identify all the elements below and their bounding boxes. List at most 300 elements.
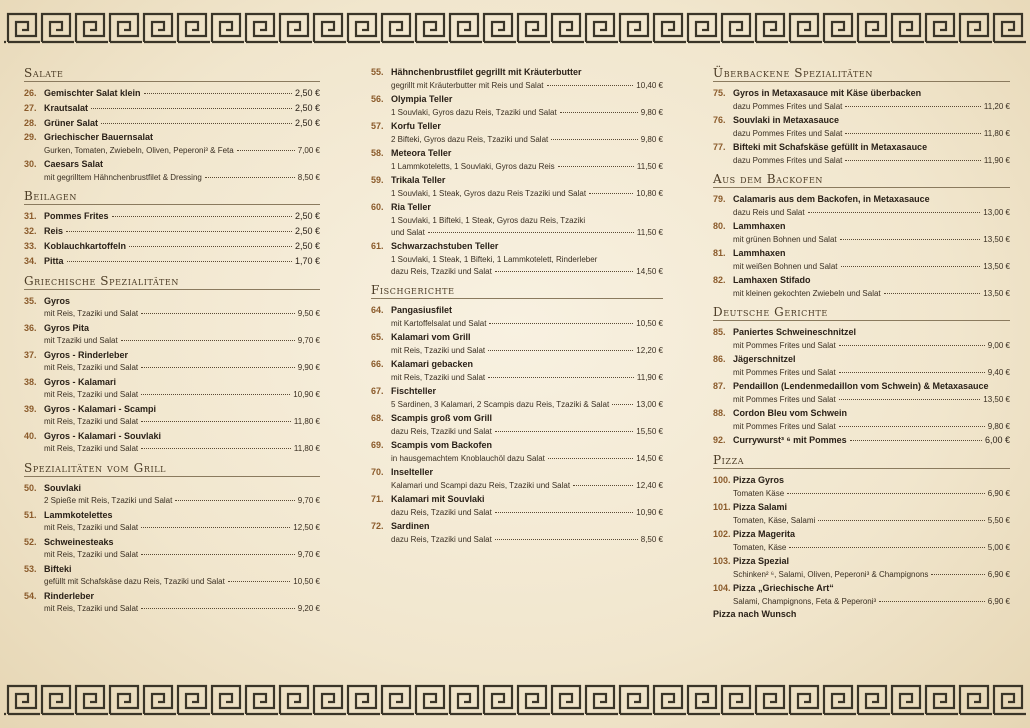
item-name: Fischteller bbox=[391, 386, 437, 397]
item-name: Krautsalat bbox=[44, 102, 89, 113]
menu-item-row bbox=[24, 210, 320, 224]
item-number: 39. bbox=[24, 403, 37, 414]
description-text: mit Reis, Tzaziki und Salat bbox=[44, 523, 139, 533]
dot-leader bbox=[551, 139, 637, 140]
menu-item bbox=[371, 385, 663, 411]
item-description bbox=[713, 394, 1010, 406]
item-price: 10,50 € bbox=[293, 577, 320, 587]
item-price: 10,90 € bbox=[293, 390, 320, 400]
menu-item bbox=[371, 466, 663, 492]
item-number: 76. bbox=[713, 115, 726, 125]
item-description bbox=[24, 522, 320, 534]
description-text: mit Pommes Frites und Salat bbox=[733, 394, 836, 404]
item-number: 58. bbox=[371, 148, 384, 158]
item-name: Pangasiusfilet bbox=[391, 305, 453, 316]
dot-leader bbox=[845, 106, 981, 107]
description-text: Tomaten, Käse, Salami bbox=[733, 515, 816, 525]
dot-leader bbox=[850, 440, 982, 441]
item-description bbox=[371, 227, 663, 239]
item-price: 9,70 € bbox=[297, 550, 320, 560]
item-name: Gyros bbox=[44, 295, 71, 306]
section-heading: Überbackene Spezialitäten bbox=[713, 66, 1010, 82]
description-text: 1 Souvlaki, 1 Steak, 1 Bifteki, 1 Lammkotelett, Rinderleber bbox=[391, 255, 598, 264]
item-price: 5,50 € bbox=[987, 515, 1010, 525]
item-number: 82. bbox=[713, 275, 726, 285]
menu-item bbox=[713, 555, 1010, 581]
menu-item-row bbox=[371, 304, 663, 318]
description-text: Tomaten Käse bbox=[733, 488, 785, 498]
description-text: mit Reis, Tzaziki und Salat bbox=[391, 373, 486, 383]
item-name: Kalamari mit Souvlaki bbox=[391, 494, 485, 505]
menu-item bbox=[713, 274, 1010, 300]
menu-item-row bbox=[24, 87, 320, 101]
dot-leader bbox=[884, 293, 981, 294]
item-name: Schwarzachstuben Teller bbox=[391, 241, 499, 252]
description-text: Schinken² ⁶, Salami, Oliven, Peperoni³ & Champignons bbox=[733, 569, 929, 579]
item-name: Pendaillon (Lendenmedaillon vom Schwein) & Metaxasauce bbox=[733, 381, 989, 391]
item-description bbox=[24, 362, 320, 374]
description-text: 1 Lammkoteletts, 1 Souvlaki, Gyros dazu Reis bbox=[391, 161, 555, 171]
item-price: 9,00 € bbox=[987, 340, 1010, 350]
item-name: Pommes Frites bbox=[44, 211, 109, 222]
item-name: Gemischter Salat klein bbox=[44, 88, 141, 98]
item-price: 11,80 € bbox=[293, 444, 320, 454]
menu-item-row bbox=[24, 117, 320, 131]
section-heading: Salate bbox=[24, 66, 320, 82]
item-number: 70. bbox=[371, 467, 384, 478]
item-description bbox=[371, 372, 663, 384]
item-description bbox=[371, 345, 663, 357]
menu-item bbox=[24, 225, 320, 239]
menu-item-row bbox=[24, 225, 320, 239]
item-price: 12,50 € bbox=[293, 523, 320, 533]
dot-leader bbox=[840, 239, 981, 240]
item-number: 85. bbox=[713, 327, 726, 337]
menu-column-right bbox=[713, 66, 1010, 619]
dot-leader bbox=[808, 212, 981, 213]
item-number: 88. bbox=[713, 408, 726, 418]
menu-item bbox=[24, 255, 320, 269]
menu-item bbox=[24, 322, 320, 348]
item-number: 87. bbox=[713, 381, 726, 391]
item-number: 77. bbox=[713, 142, 726, 152]
description-text: mit Reis, Tzaziki und Salat bbox=[44, 604, 139, 614]
dot-leader bbox=[237, 150, 295, 151]
item-description bbox=[371, 161, 663, 173]
dot-leader bbox=[66, 231, 292, 232]
dot-leader bbox=[141, 367, 295, 368]
item-price: 2,50 € bbox=[294, 102, 320, 113]
menu-item bbox=[371, 66, 663, 92]
dot-leader bbox=[488, 377, 634, 378]
menu-item-row bbox=[713, 87, 1010, 101]
item-name: Souvlaki bbox=[44, 482, 82, 493]
item-price: 13,50 € bbox=[983, 288, 1010, 298]
item-number: 100. bbox=[713, 474, 731, 485]
description-text: Gurken, Tomaten, Zwiebeln, Oliven, Peperoni³ & Feta bbox=[44, 146, 234, 156]
item-description bbox=[713, 128, 1010, 140]
menu-item bbox=[24, 117, 320, 131]
item-description bbox=[713, 421, 1010, 433]
description-text: mit grünen Bohnen und Salat bbox=[733, 234, 837, 244]
menu-item-row bbox=[713, 582, 1010, 596]
menu-item bbox=[24, 131, 320, 157]
menu-item-row bbox=[371, 240, 663, 254]
menu-item-row bbox=[371, 493, 663, 507]
item-number: 38. bbox=[24, 376, 37, 387]
item-description bbox=[371, 534, 663, 546]
item-name: Kalamari vom Grill bbox=[391, 332, 471, 343]
item-price: 9,80 € bbox=[640, 107, 663, 117]
dot-leader bbox=[121, 340, 295, 341]
menu-item bbox=[371, 412, 663, 438]
menu-item-row bbox=[713, 380, 1010, 394]
item-number: 59. bbox=[371, 175, 384, 185]
dot-leader bbox=[548, 458, 633, 459]
dot-leader bbox=[141, 448, 291, 449]
item-name: Pizza Spezial bbox=[733, 555, 790, 566]
item-number: 26. bbox=[24, 88, 37, 98]
pizza-custom-note: Pizza nach Wunsch bbox=[713, 608, 797, 619]
menu-item-row bbox=[24, 509, 320, 523]
item-number: 40. bbox=[24, 430, 37, 441]
menu-item-row bbox=[371, 201, 663, 215]
description-text: Tomaten, Käse bbox=[733, 542, 787, 552]
dot-leader bbox=[558, 166, 634, 167]
item-price: 12,40 € bbox=[636, 481, 663, 491]
description-text: dazu Reis, Tzaziki und Salat bbox=[391, 267, 492, 277]
item-price: 9,80 € bbox=[640, 134, 663, 144]
menu-item-row bbox=[713, 528, 1010, 542]
item-description bbox=[713, 542, 1010, 554]
item-name: Ria Teller bbox=[391, 202, 431, 212]
item-number: 56. bbox=[371, 94, 384, 104]
item-number: 104. bbox=[713, 582, 731, 593]
menu-item bbox=[24, 536, 320, 562]
item-description bbox=[24, 308, 320, 320]
item-name: Pizza Magerita bbox=[733, 528, 796, 539]
item-name: Olympia Teller bbox=[391, 94, 453, 104]
dot-leader bbox=[787, 493, 985, 494]
menu-item bbox=[713, 247, 1010, 273]
menu-item-row bbox=[713, 501, 1010, 515]
description-text: mit kleinen gekochten Zwiebeln und Salat bbox=[733, 288, 881, 298]
menu-item bbox=[24, 87, 320, 101]
item-description bbox=[371, 215, 663, 227]
item-name: Reis bbox=[44, 226, 64, 237]
menu-item-row bbox=[24, 240, 320, 254]
item-price: 13,50 € bbox=[983, 234, 1010, 244]
greek-key-border-top bbox=[0, 8, 1030, 48]
dot-leader bbox=[547, 85, 634, 86]
menu-item-row bbox=[24, 590, 320, 604]
description-text: dazu Pommes Frites und Salat bbox=[733, 128, 843, 138]
item-price: 13,00 € bbox=[636, 400, 663, 410]
item-price: 13,00 € bbox=[983, 207, 1010, 217]
menu-item-row bbox=[371, 385, 663, 399]
menu-item-row bbox=[24, 322, 320, 336]
item-number: 79. bbox=[713, 194, 726, 204]
item-price: 2,50 € bbox=[294, 226, 320, 237]
menu-item-row bbox=[371, 174, 663, 188]
dot-leader bbox=[91, 108, 292, 109]
menu-item bbox=[24, 563, 320, 589]
menu-item bbox=[371, 493, 663, 519]
item-price: 14,50 € bbox=[636, 267, 663, 277]
menu-item-row bbox=[713, 555, 1010, 569]
item-description bbox=[713, 288, 1010, 300]
description-text: mit Pommes Frites und Salat bbox=[733, 367, 836, 377]
menu-item-row bbox=[24, 536, 320, 550]
item-price: 8,50 € bbox=[640, 535, 663, 545]
description-text: dazu Reis, Tzaziki und Salat bbox=[391, 427, 492, 437]
dot-leader bbox=[141, 527, 290, 528]
description-text: und Salat bbox=[391, 228, 425, 237]
menu-item bbox=[713, 528, 1010, 554]
menu-item bbox=[371, 358, 663, 384]
menu-item bbox=[713, 582, 1010, 608]
description-text: dazu Reis und Salat bbox=[733, 207, 805, 217]
item-price: 11,20 € bbox=[983, 101, 1010, 111]
item-name: Hähnchenbrustfilet gegrillt mit Kräuterbutter bbox=[391, 67, 582, 77]
section-heading: Spezialitäten vom Grill bbox=[24, 461, 320, 477]
menu-item-row bbox=[371, 466, 663, 480]
description-text: Salami, Champignons, Feta & Peperoni³ bbox=[733, 596, 877, 606]
description-text: mit weißen Bohnen und Salat bbox=[733, 261, 838, 271]
item-price: 8,50 € bbox=[297, 173, 320, 183]
item-name: Lammhaxen bbox=[733, 248, 786, 258]
menu-item-row bbox=[371, 147, 663, 161]
item-name: Gyros - Kalamari - Souvlaki bbox=[44, 430, 162, 441]
section-heading: Aus dem Backofen bbox=[713, 172, 1010, 188]
menu-item-row bbox=[24, 349, 320, 363]
description-text: Kalamari und Scampi dazu Reis, Tzaziki und Salat bbox=[391, 481, 571, 491]
dot-leader bbox=[495, 539, 638, 540]
item-number: 29. bbox=[24, 132, 37, 143]
menu-item bbox=[371, 331, 663, 357]
item-name: Sardinen bbox=[391, 521, 430, 532]
menu-item-row bbox=[24, 430, 320, 444]
menu-item bbox=[713, 141, 1010, 167]
item-description bbox=[371, 188, 663, 200]
item-name: Trikala Teller bbox=[391, 175, 446, 185]
dot-leader bbox=[141, 554, 295, 555]
menu-item-row bbox=[24, 482, 320, 496]
dot-leader bbox=[845, 160, 981, 161]
item-name: Scampis vom Backofen bbox=[391, 440, 493, 451]
item-number: 54. bbox=[24, 590, 37, 601]
dot-leader bbox=[839, 345, 985, 346]
menu-item bbox=[24, 102, 320, 116]
menu-item-row bbox=[713, 434, 1010, 448]
dot-leader bbox=[489, 323, 633, 324]
item-number: 37. bbox=[24, 349, 37, 360]
description-text: mit Pommes Frites und Salat bbox=[733, 421, 836, 431]
item-name: Pizza „Griechische Art“ bbox=[733, 582, 834, 593]
dot-leader bbox=[841, 266, 981, 267]
menu-item-row bbox=[713, 353, 1010, 367]
item-price: 9,40 € bbox=[987, 367, 1010, 377]
item-description bbox=[713, 207, 1010, 219]
menu-item bbox=[371, 201, 663, 239]
item-description bbox=[713, 596, 1010, 608]
description-text: dazu Pommes Frites und Salat bbox=[733, 155, 843, 165]
item-name: Currywurst³ ⁶ mit Pommes bbox=[733, 435, 847, 445]
item-price: 6,90 € bbox=[987, 569, 1010, 579]
dot-leader bbox=[141, 421, 291, 422]
item-description bbox=[713, 155, 1010, 167]
menu-item bbox=[24, 349, 320, 375]
menu-item bbox=[713, 474, 1010, 500]
description-text: mit Reis, Tzaziki und Salat bbox=[44, 390, 139, 400]
description-text: mit Pommes Frites und Salat bbox=[733, 340, 836, 350]
dot-leader bbox=[839, 372, 985, 373]
item-name: Kalamari gebacken bbox=[391, 359, 474, 370]
item-description bbox=[24, 549, 320, 561]
item-description bbox=[713, 569, 1010, 581]
description-text: dazu Reis, Tzaziki und Salat bbox=[391, 508, 492, 518]
item-description bbox=[713, 340, 1010, 352]
menu-item-row bbox=[371, 331, 663, 345]
menu-item-row bbox=[24, 403, 320, 417]
dot-leader bbox=[205, 177, 295, 178]
item-description bbox=[371, 507, 663, 519]
description-text: mit Reis, Tzaziki und Salat bbox=[44, 417, 139, 427]
menu-item bbox=[371, 147, 663, 173]
item-description bbox=[713, 367, 1010, 379]
section-heading: Griechische Spezialitäten bbox=[24, 274, 320, 290]
item-number: 32. bbox=[24, 226, 37, 237]
description-text: mit gegrilltem Hähnchenbrustfilet & Dressing bbox=[44, 173, 202, 183]
description-text: in hausgemachtem Knoblauchöl dazu Salat bbox=[391, 454, 545, 464]
item-description bbox=[371, 80, 663, 92]
menu-item bbox=[371, 520, 663, 546]
item-price: 6,00 € bbox=[984, 435, 1010, 445]
item-number: 72. bbox=[371, 521, 384, 532]
menu-item bbox=[24, 295, 320, 321]
dot-leader bbox=[488, 350, 633, 351]
item-price: 10,40 € bbox=[636, 80, 663, 90]
description-text: mit Reis, Tzaziki und Salat bbox=[44, 444, 139, 454]
item-price: 7,00 € bbox=[297, 146, 320, 156]
description-text: 1 Souvlaki, 1 Steak, Gyros dazu Reis Tzaziki und Salat bbox=[391, 188, 587, 198]
dot-leader bbox=[789, 547, 984, 548]
item-price: 9,50 € bbox=[297, 309, 320, 319]
item-name: Souvlaki in Metaxasauce bbox=[733, 115, 840, 125]
item-number: 33. bbox=[24, 240, 37, 251]
section-heading: Fischgerichte bbox=[371, 283, 663, 299]
menu-item-row bbox=[713, 114, 1010, 128]
menu-item bbox=[713, 87, 1010, 113]
menu-column-left bbox=[24, 66, 320, 617]
menu-item-row bbox=[24, 158, 320, 172]
description-text: mit Reis, Tzaziki und Salat bbox=[44, 363, 139, 373]
dot-leader bbox=[175, 500, 294, 501]
dot-leader bbox=[845, 133, 981, 134]
dot-leader bbox=[495, 512, 634, 513]
menu-item bbox=[713, 326, 1010, 352]
item-price: 9,70 € bbox=[297, 496, 320, 506]
menu-item-row bbox=[713, 474, 1010, 488]
menu-item bbox=[371, 174, 663, 200]
item-number: 57. bbox=[371, 121, 384, 131]
menu-item bbox=[24, 158, 320, 184]
menu-item-row bbox=[24, 563, 320, 577]
item-description bbox=[371, 318, 663, 330]
item-name: Gyros - Kalamari - Scampi bbox=[44, 403, 157, 414]
item-description bbox=[24, 495, 320, 507]
item-description bbox=[371, 134, 663, 146]
item-price: 11,80 € bbox=[293, 417, 320, 427]
item-name: Lammkotelettes bbox=[44, 509, 113, 520]
menu-column-middle bbox=[371, 66, 663, 547]
description-text: mit Reis, Tzaziki und Salat bbox=[44, 309, 139, 319]
item-number: 101. bbox=[713, 501, 731, 512]
menu-item bbox=[713, 407, 1010, 433]
menu-item-row bbox=[371, 358, 663, 372]
item-price: 2,50 € bbox=[294, 117, 320, 128]
description-text: gefüllt mit Schafskäse dazu Reis, Tzaziki und Salat bbox=[44, 577, 225, 587]
item-name: Scampis groß vom Grill bbox=[391, 413, 493, 424]
item-number: 68. bbox=[371, 413, 384, 424]
item-number: 52. bbox=[24, 536, 37, 547]
item-description bbox=[24, 335, 320, 347]
menu-item-row bbox=[24, 295, 320, 309]
description-text: gegrillt mit Kräuterbutter mit Reis und Salat bbox=[391, 80, 544, 90]
item-price: 6,90 € bbox=[987, 488, 1010, 498]
item-description bbox=[24, 576, 320, 588]
item-description bbox=[713, 261, 1010, 273]
item-name: Gyros in Metaxasauce mit Käse überbacken bbox=[733, 88, 922, 98]
item-description bbox=[713, 515, 1010, 527]
menu-item-row bbox=[713, 141, 1010, 155]
section-heading: Deutsche Gerichte bbox=[713, 305, 1010, 321]
item-description bbox=[371, 399, 663, 411]
menu-item bbox=[713, 434, 1010, 448]
item-number: 61. bbox=[371, 241, 384, 252]
menu-item-row bbox=[24, 255, 320, 269]
item-number: 103. bbox=[713, 555, 731, 566]
description-text: mit Reis, Tzaziki und Salat bbox=[391, 346, 486, 356]
item-price: 11,90 € bbox=[636, 373, 663, 383]
menu-item bbox=[371, 240, 663, 278]
item-price: 14,50 € bbox=[636, 454, 663, 464]
item-name: Paniertes Schweineschnitzel bbox=[733, 327, 857, 337]
item-price: 2,50 € bbox=[294, 88, 320, 98]
menu-item-row bbox=[24, 102, 320, 116]
item-name: Gyros - Kalamari bbox=[44, 376, 117, 387]
item-price: 11,90 € bbox=[983, 155, 1010, 165]
item-name: Lammhaxen bbox=[733, 221, 786, 231]
item-name: Griechischer Bauernsalat bbox=[44, 132, 154, 143]
menu-item-row bbox=[371, 520, 663, 534]
menu-item-row bbox=[713, 274, 1010, 288]
menu-item bbox=[24, 509, 320, 535]
item-price: 9,80 € bbox=[987, 421, 1010, 431]
dot-leader bbox=[839, 399, 981, 400]
item-name: Cordon Bleu vom Schwein bbox=[733, 408, 848, 418]
item-price: 1,70 € bbox=[294, 255, 320, 266]
dot-leader bbox=[67, 261, 292, 262]
description-text: mit Kartoffelsalat und Salat bbox=[391, 319, 487, 329]
item-number: 80. bbox=[713, 221, 726, 231]
greek-key-border-bottom bbox=[0, 680, 1030, 720]
item-name: Meteora Teller bbox=[391, 148, 452, 158]
menu-item-row bbox=[371, 120, 663, 134]
description-text: dazu Pommes Frites und Salat bbox=[733, 101, 843, 111]
menu-item bbox=[24, 482, 320, 508]
dot-leader bbox=[931, 574, 984, 575]
